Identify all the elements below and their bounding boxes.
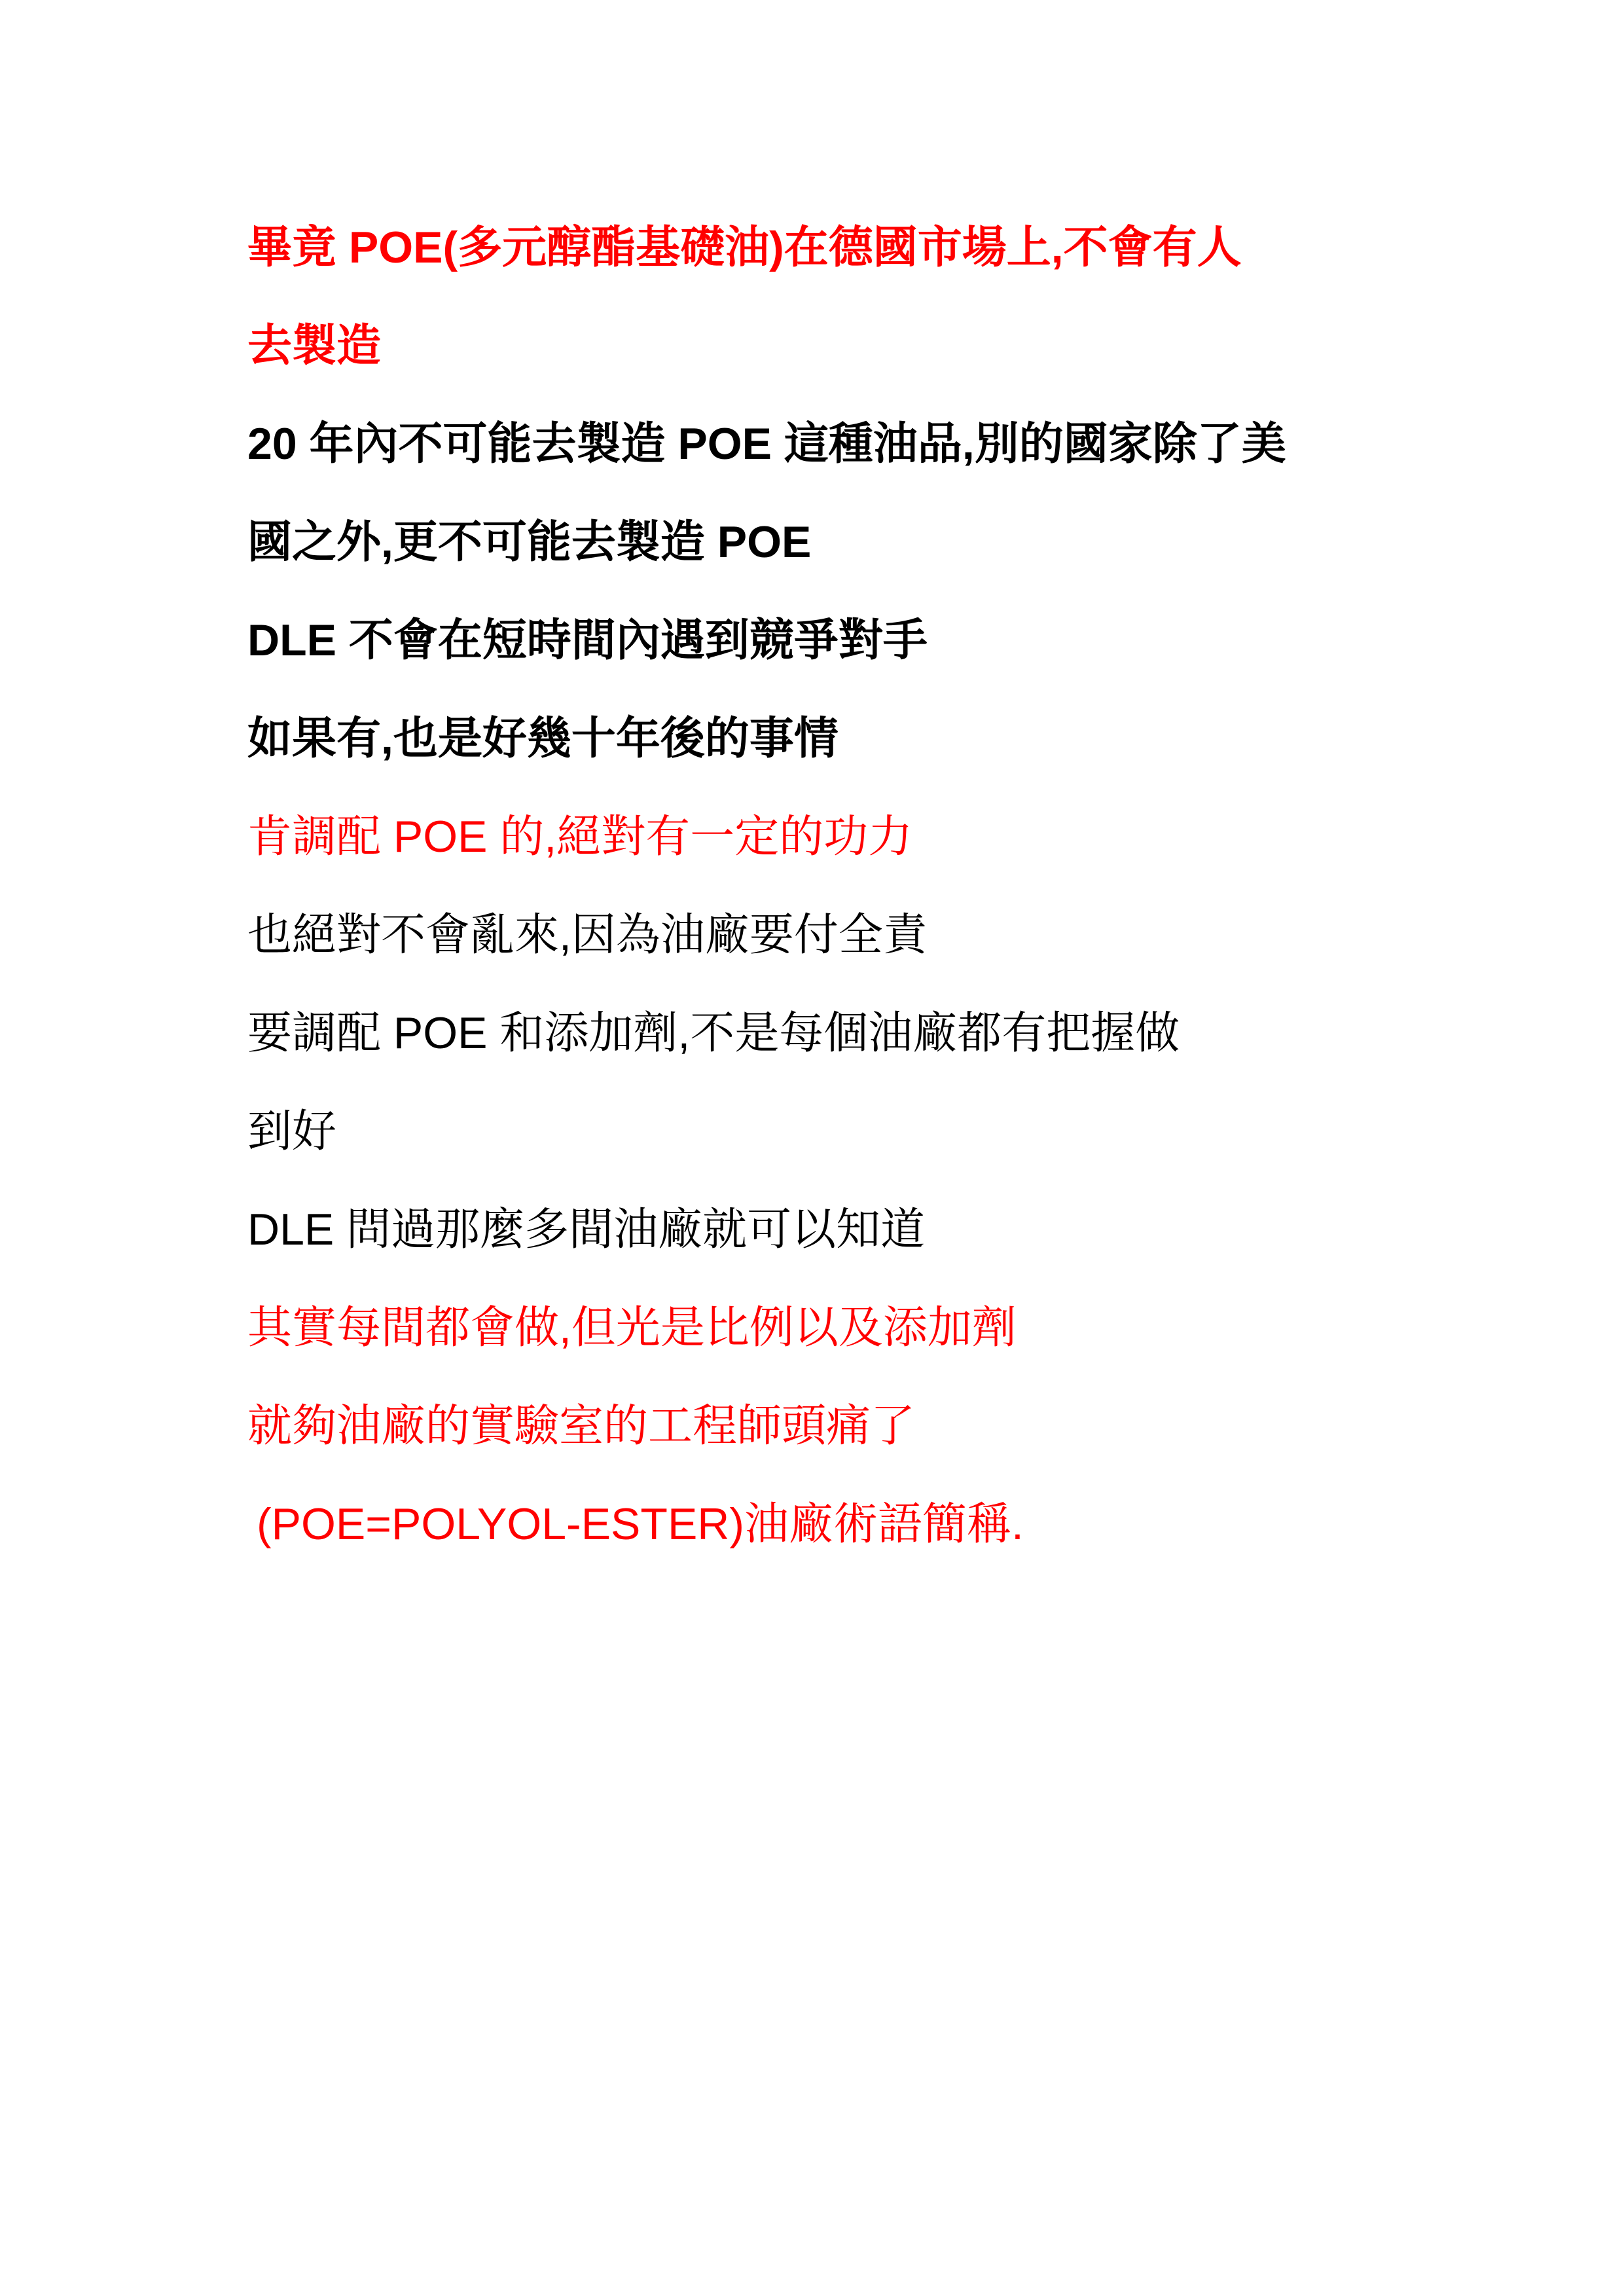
text-line: DLE 不會在短時間內遇到競爭對手 xyxy=(247,615,928,665)
text-line: 就夠油廠的實驗室的工程師頭痛了 xyxy=(247,1401,916,1451)
text-line: 去製造 xyxy=(247,321,382,371)
text-line: 到好 xyxy=(247,1106,337,1156)
text-line: 其實每間都會做,但光是比例以及添加劑 xyxy=(247,1303,1017,1353)
text-line: 也絕對不會亂來,因為油廠要付全責 xyxy=(247,910,928,960)
text-line: DLE 問過那麼多間油廠就可以知道 xyxy=(247,1205,926,1254)
text-line: 如果有,也是好幾十年後的事情 xyxy=(247,714,839,763)
text-line: 畢竟 POE(多元醇酯基礎油)在德國市場上,不會有人 xyxy=(247,223,1242,272)
text-line: 要調配 POE 和添加劑,不是每個油廠都有把握做 xyxy=(247,1008,1180,1058)
text-line: 肯調配 POE 的,絕對有一定的功力 xyxy=(247,812,913,862)
text-line: (POE=POLYOL-ESTER)油廠術語簡稱. xyxy=(257,1499,1024,1549)
text-line: 20 年內不可能去製造 POE 這種油品,別的國家除了美 xyxy=(247,419,1286,469)
text-line: 國之外,更不可能去製造 POE xyxy=(247,517,812,567)
